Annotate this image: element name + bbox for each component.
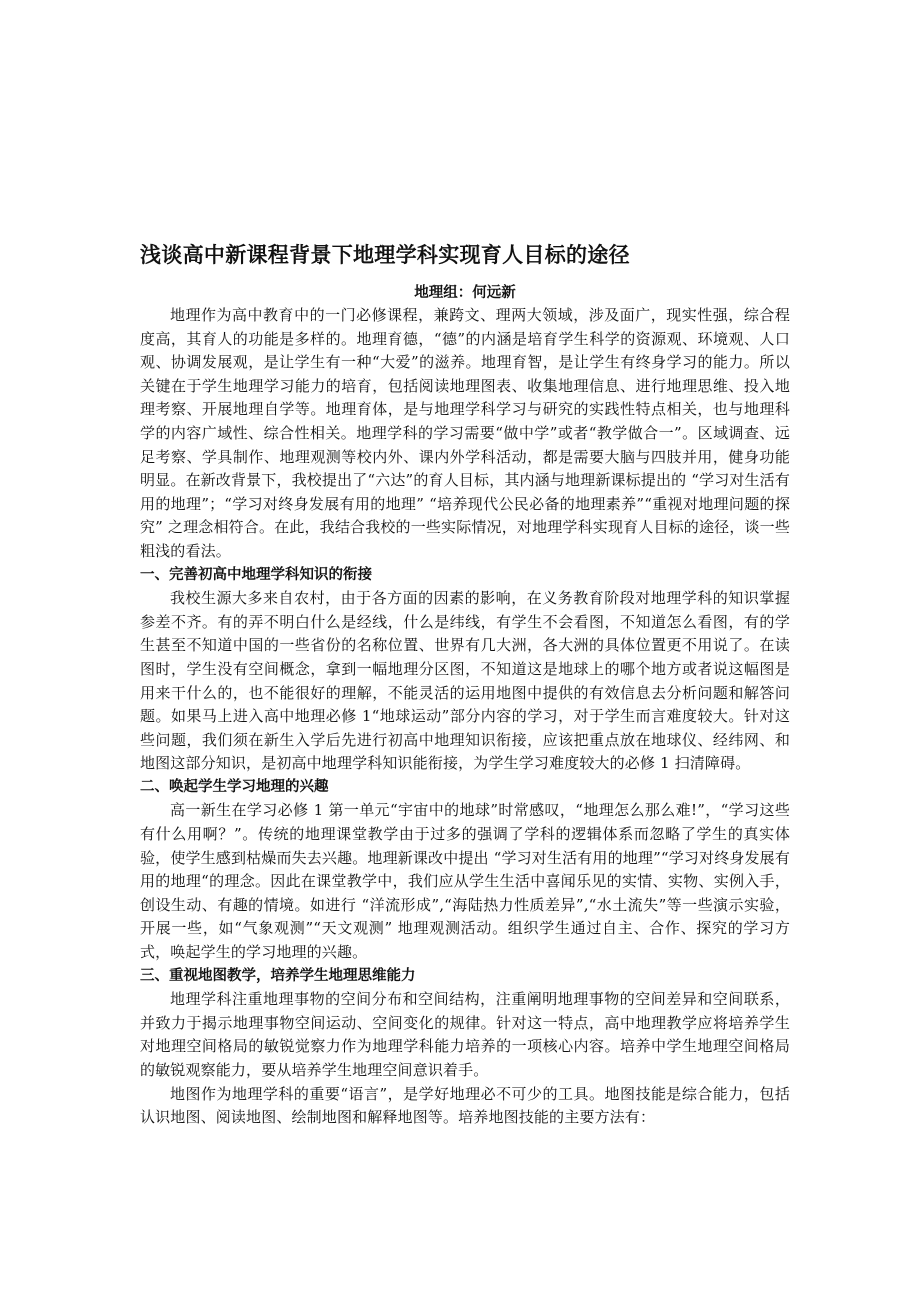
author-line: 地理组：何远新 <box>414 285 516 301</box>
section-2-paragraph-1: 高一新生在学习必修 1 第一单元“宇宙中的地球”时常感叹，“地理怎么那么难!”，“学习这些有什么用啊？”。传统的地理课堂教学由于过多的强调了学科的逻辑体系而忽略了学生的真实体验，使学生感到枯燥而失去兴趣。地理新课改中提出 “学习对生活有用的地理”“学习对终身发展有用的地理“的理念。因此在课堂教学中，我们应从学生生活中喜闻乐见的实情、实物、实例入手，创设生动、有趣的情境。如进行 “洋流形成”,“海陆热力性质差异”,“水土流失”等一些演示实验，开展一些，如“气象观测”“天文观测” 地理观测活动。组织学生通过自主、合作、探究的学习方式，唤起学生的学习地理的兴趣。 <box>140 801 790 962</box>
document-page <box>140 238 790 1130</box>
section-3-paragraph-1: 地理学科注重地理事物的空间分布和空间结构，注重阐明地理事物的空间差异和空间联系，并致力于揭示地理事物空间运动、空间变化的规律。针对这一特点，高中地理教学应将培养学生对地理空间格局的敏锐觉察力作为地理学科能力培养的一项核心内容。培养中学生地理空间格局的敏锐观察能力，要从培养学生地理空间意识着手。 <box>140 990 790 1079</box>
section-3-paragraph-2: 地图作为地理学科的重要“语言”，是学好地理必不可少的工具。地图技能是综合能力，包括认识地图、阅读地图、绘制地图和解释地图等。培养地图技能的主要方法有： <box>140 1084 790 1127</box>
section-1-paragraph-1: 我校生源大多来自农村，由于各方面的因素的影响，在义务教育阶段对地理学科的知识掌握参差不齐。有的弄不明白什么是经线，什么是纬线，有学生不会看图，不知道怎么看图，有的学生甚至不知道中国的一些省份的名称位置、世界有几大洲，各大洲的具体位置更不用说了。在读图时，学生没有空间概念，拿到一幅地理分区图，不知道这是地球上的哪个地方或者说这幅图是用来干什么的，也不能很好的理解，不能灵活的运用地图中提供的有效信息去分析问题和解答问题。如果马上进入高中地理必修 1“地球运动”部分内容的学习，对于学生而言难度较大。针对这些问题，我们须在新生入学后先进行初高中地理知识衔接，应该把重点放在地球仪、经纬网、和地图这部分知识，是初高中地理学科知识能衔接，为学生学习难度较大的必修 1 扫清障碍。 <box>140 589 790 773</box>
section-heading-3: 三、重视地图教学，培养学生地理思维能力 <box>140 967 416 984</box>
intro-paragraph: 地理作为高中教育中的一门必修课程，兼跨文、理两大领域，涉及面广，现实性强，综合程度高，其育人的功能是多样的。地理育德，“德”的内涵是培育学生科学的资源观、环境观、人口观、协调发展观，是让学生有一种“大爱”的滋养。地理育智，是让学生有终身学习的能力。所以关键在于学生地理学习能力的培育，包括阅读地理图表、收集地理信息、进行地理思维、投入地理考察、开展地理自学等。地理育体，是与地理学科学习与研究的实践性特点相关，也与地理科学的内容广域性、综合性相关。地理学科的学习需要“做中学”或者“教学做合一”。区域调查、远足考察、学具制作、地理观测等校内外、课内外学科活动，都是需要大脑与四肢并用，健身功能明显。在新改背景下，我校提出了“六达”的育人目标，其内涵与地理新课标提出的 “学习对生活有用的地理”；“学习对终身发展有用的地理” “培养现代公民必备的地理素养”“重视对地理问题的探究” 之理念相符合。在此，我结合我校的一些实际情况，对地理学科实现育人目标的途径，谈一些粗浅的看法。 <box>140 306 790 560</box>
document-title: 浅谈高中新课程背景下地理学科实现育人目标的途径 <box>140 243 630 267</box>
section-heading-1: 一、完善初高中地理学科知识的衔接 <box>140 566 372 583</box>
section-heading-2: 二、唤起学生学习地理的兴趣 <box>140 778 329 795</box>
